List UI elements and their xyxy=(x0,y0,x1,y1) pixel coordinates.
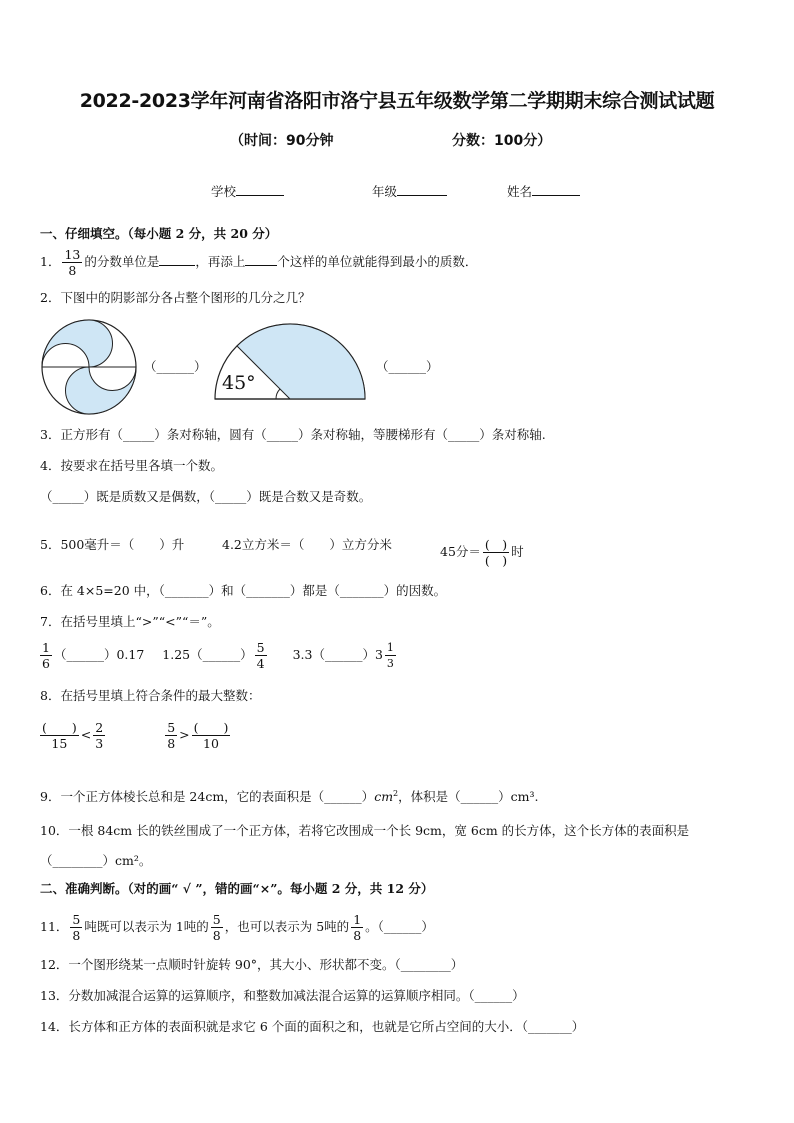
circle-shaded-figure xyxy=(40,318,138,416)
section2-heading: 二、准确判断。（对的画“ √ ”，错的画“×”。每小题 2 分，共 12 分） xyxy=(40,881,434,896)
question-11: 11． $\frac{5}{8}$ 吨既可以表示为 1吨的 $\frac{5}{8}$ ，也可以表示为 5吨的 $\frac{1}{8}$ 。（______） xyxy=(40,912,434,943)
question-12: 12．一个图形绕某一点顺时针旋转 90°，其大小、形状都不变。（________） xyxy=(40,957,464,972)
answer-blank-2b[interactable]: （______） xyxy=(376,359,439,374)
question-5c: 45分＝ $\frac{( )}{( )}$ 时 xyxy=(440,537,524,568)
exam-time: （时间：90分钟 xyxy=(230,133,334,149)
question-5a: 5．500毫升＝（ ）升 xyxy=(40,537,185,552)
answer-blank-2a[interactable]: （______） xyxy=(144,359,207,374)
question-10: 10．一根 84cm 长的铁丝围成了一个正方体，若将它改围成一个长 9cm，宽 6cm 的长方体，这个长方体的表面积是 xyxy=(40,823,690,838)
question-8-items: $\frac{( )}{15}$ < $\frac{2}{3}$ $\frac{5}{8}$ > $\frac{( )}{10}$ xyxy=(42,720,229,751)
question-5b: 4.2立方米＝（ ）立方分米 xyxy=(222,537,392,552)
question-9: 9．一个正方体棱长总和是 24cm，它的表面积是$(\_\_\_\_\_\_)cm^2$，体积是（______）cm³. xyxy=(40,789,539,805)
name-field[interactable]: 姓名 xyxy=(507,182,580,200)
question-4-line2: （_____）既是质数又是偶数，（_____）既是合数又是奇数。 xyxy=(40,489,372,504)
question-1: 1． $\frac{13}{8}$ 的分数单位是 ，再添上 个这样的单位就能得到最小的质数． xyxy=(40,247,478,278)
fraction-13-8: $\frac{13}{8}$ xyxy=(64,247,81,278)
page-title: 2022-2023学年河南省洛阳市洛宁县五年级数学第二学期期末综合测试试题 xyxy=(79,90,715,112)
question-13: 13．分数加减混合运算的运算顺序，和整数加减法混合运算的运算顺序相同。（______） xyxy=(40,988,525,1003)
angle-label: 45° xyxy=(222,372,256,394)
question-3: 3．正方形有（_____）条对称轴，圆有（_____）条对称轴，等腰梯形有（_____）条对称轴. xyxy=(40,427,546,442)
question-10-line2: （________）cm²。 xyxy=(40,853,152,868)
question-2: 2．下图中的阴影部分各占整个图形的几分之几？ xyxy=(40,290,311,305)
grade-field[interactable]: 年级 xyxy=(372,182,447,200)
question-6: 6．在 4×5=20 中，（_______）和（_______）都是（_______）的因数。 xyxy=(40,583,447,598)
question-7: 7．在括号里填上“>”“<”“＝”。 xyxy=(40,614,220,629)
section1-heading: 一、仔细填空。（每小题 2 分，共 20 分） xyxy=(40,226,278,241)
question-14: 14．长方体和正方体的表面积就是求它 6 个面的面积之和，也就是它所占空间的大小．（_______） xyxy=(40,1019,585,1034)
question-4: 4．按要求在括号里各填一个数。 xyxy=(40,458,223,473)
question-8: 8．在括号里填上符合条件的最大整数： xyxy=(40,688,261,703)
school-field[interactable]: 学校 xyxy=(211,182,284,200)
exam-score: 分数：100分） xyxy=(452,133,552,149)
question-7-items: $\frac{1}{6}$ （______）0.17 1.25（______） $\frac{5}{4}$ 3.3（______）3 $\frac{1}{3}$ xyxy=(42,640,394,671)
